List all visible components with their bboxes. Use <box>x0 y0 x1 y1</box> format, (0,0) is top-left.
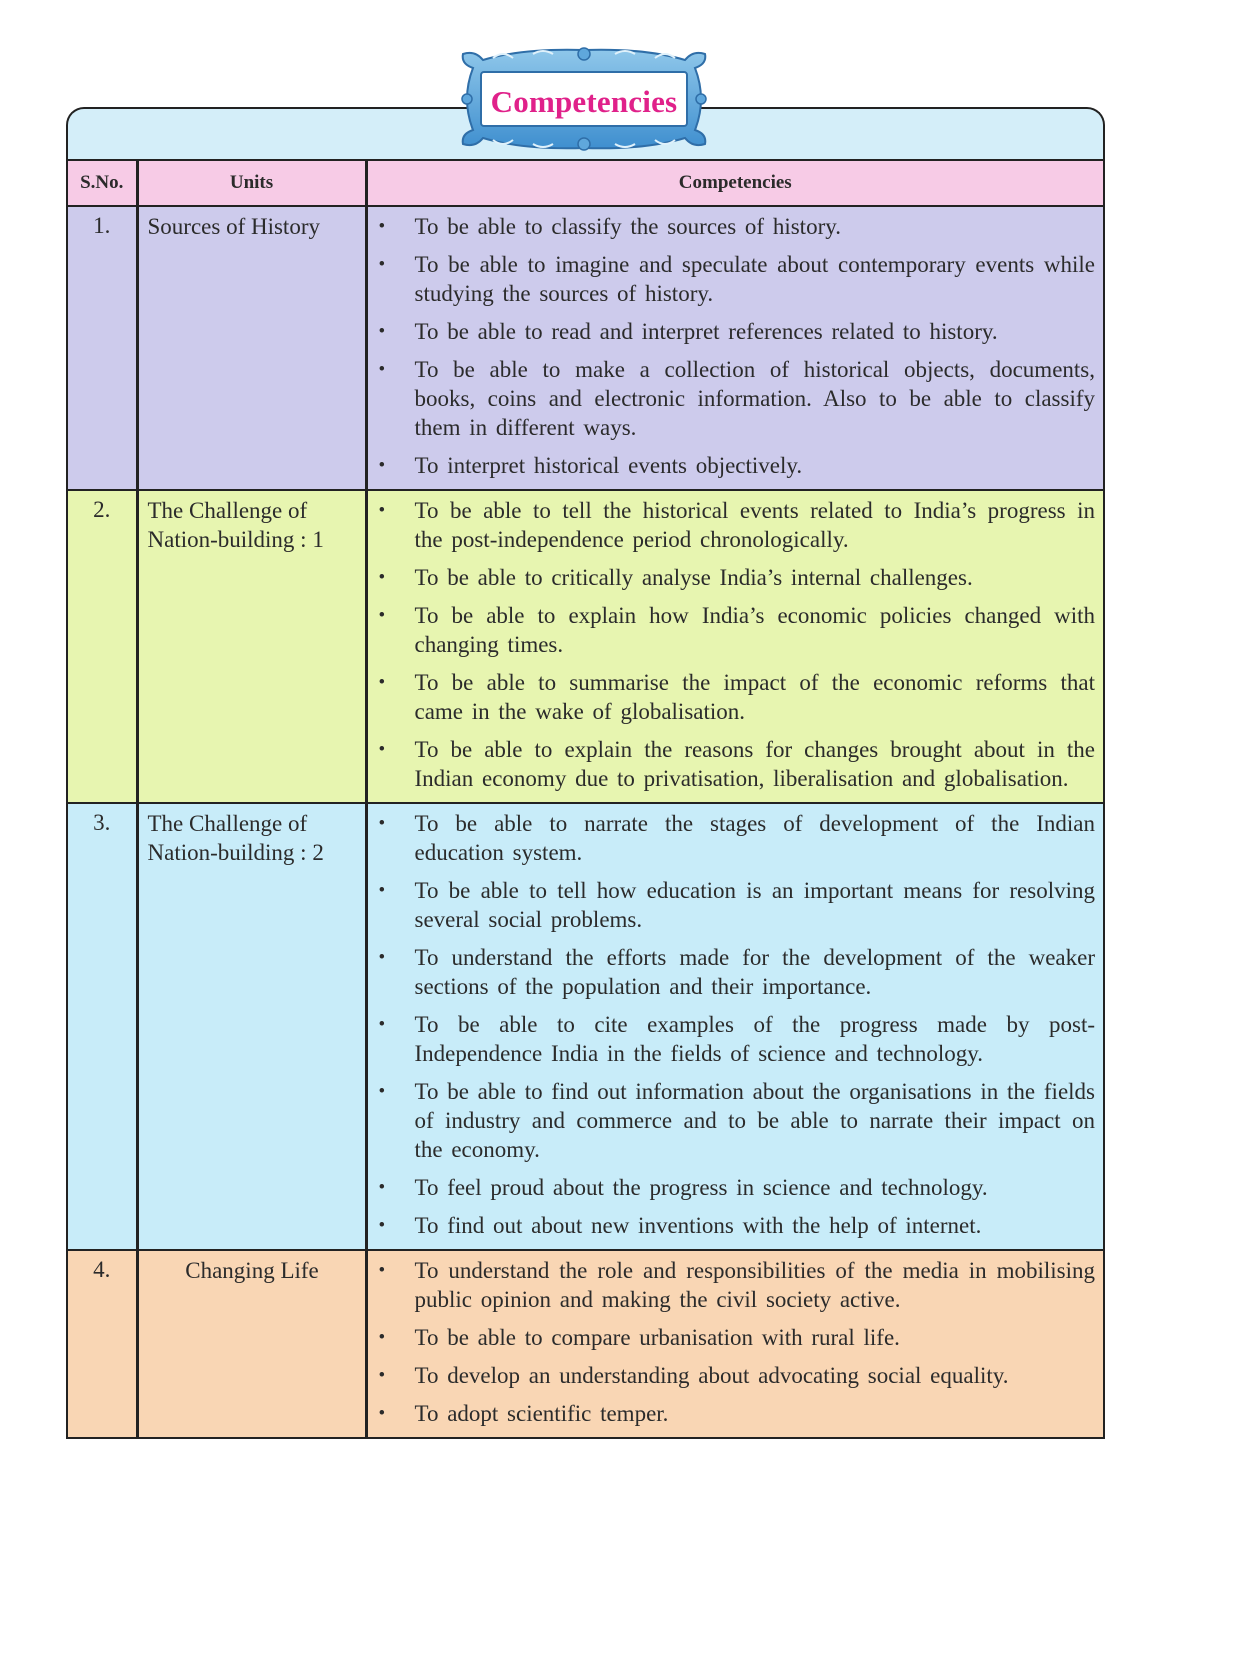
row-competencies <box>366 206 1104 490</box>
table-row <box>67 803 1104 1250</box>
list-item <box>368 496 1096 554</box>
row-unit-name: The Challenge of Nation-building : 2 <box>137 803 366 1250</box>
competency-list <box>368 804 1104 1249</box>
list-item <box>368 601 1096 659</box>
competency-text: To be able to critically analyse India’s internal challenges. <box>414 565 973 590</box>
competency-text: To be able to find out information about the organisations in the fields of industry and commerce and to be able to narrate their impact on the economy. <box>414 1079 1095 1162</box>
bullet-icon: • <box>378 947 386 968</box>
competency-list <box>368 207 1104 489</box>
header-units: Units <box>137 160 366 207</box>
list-item <box>368 1256 1096 1314</box>
row-serial-number: 3. <box>67 803 137 1250</box>
competency-text: To adopt scientific temper. <box>414 1401 669 1426</box>
competency-text: To be able to narrate the stages of development of the Indian education system. <box>414 811 1095 865</box>
competency-text: To be able to cite examples of the progress made by post-Independence India in the fields of science and technology. <box>414 1012 1095 1066</box>
bullet-icon: • <box>378 359 386 380</box>
competency-text: To be able to classify the sources of history. <box>414 214 841 239</box>
competency-text: To be able to summarise the impact of the economic reforms that came in the wake of globalisation. <box>414 670 1095 724</box>
list-item <box>368 1077 1096 1164</box>
list-item <box>368 1211 1096 1240</box>
list-item <box>368 1323 1096 1352</box>
competency-text: To understand the role and responsibilities of the media in mobilising public opinion and making the civil society active. <box>414 1258 1095 1312</box>
bullet-icon: • <box>378 1014 386 1035</box>
row-serial-number: 2. <box>67 490 137 803</box>
list-item <box>368 250 1096 308</box>
bullet-icon: • <box>378 739 386 760</box>
row-serial-number: 4. <box>67 1250 137 1438</box>
page-title: Competencies <box>490 84 678 119</box>
list-item <box>368 1361 1096 1390</box>
competency-text: To be able to explain how India’s economic policies changed with changing times. <box>414 603 1095 657</box>
row-competencies <box>366 490 1104 803</box>
bullet-icon: • <box>378 1403 386 1424</box>
list-item <box>368 563 1096 592</box>
competency-text: To be able to explain the reasons for changes brought about in the Indian economy due to privatisation, liberalisation and globalisation. <box>414 737 1095 791</box>
list-item <box>368 668 1096 726</box>
bullet-icon: • <box>378 216 386 237</box>
competency-text: To be able to read and interpret references related to history. <box>414 319 998 344</box>
row-serial-number: 1. <box>67 206 137 490</box>
list-item <box>368 355 1096 442</box>
competency-list <box>368 491 1104 802</box>
header-sno: S.No. <box>67 160 137 207</box>
table-row <box>67 1250 1104 1438</box>
competency-text: To be able to make a collection of historical objects, documents, books, coins and electronic information. Also to be able to classify them in different ways. <box>414 357 1095 440</box>
bullet-icon: • <box>378 500 386 521</box>
list-item <box>368 1173 1096 1202</box>
list-item <box>368 809 1096 867</box>
table-row <box>67 490 1104 803</box>
competency-text: To be able to imagine and speculate about contemporary events while studying the sources of history. <box>414 252 1095 306</box>
row-competencies <box>366 803 1104 1250</box>
bullet-icon: • <box>378 605 386 626</box>
competency-text: To interpret historical events objectively. <box>414 453 803 478</box>
competency-text: To be able to tell how education is an important means for resolving several social problems. <box>414 878 1095 932</box>
table-row <box>67 206 1104 490</box>
bullet-icon: • <box>378 880 386 901</box>
bullet-icon: • <box>378 254 386 275</box>
title-header <box>66 40 1103 158</box>
competency-text: To be able to tell the historical events related to India’s progress in the post-independence period chronologically. <box>414 498 1095 552</box>
list-item <box>368 1399 1096 1428</box>
competency-text: To feel proud about the progress in science and technology. <box>414 1175 988 1200</box>
list-item <box>368 212 1096 241</box>
bullet-icon: • <box>378 567 386 588</box>
bullet-icon: • <box>378 1081 386 1102</box>
row-unit-name: Sources of History <box>137 206 366 490</box>
bullet-icon: • <box>378 455 386 476</box>
bullet-icon: • <box>378 1177 386 1198</box>
bullet-icon: • <box>378 1260 386 1281</box>
competencies-table <box>66 158 1105 1439</box>
list-item <box>368 735 1096 793</box>
list-item <box>368 451 1096 480</box>
row-unit-name: The Challenge of Nation-building : 1 <box>137 490 366 803</box>
bullet-icon: • <box>378 1327 386 1348</box>
competency-text: To develop an understanding about advocating social equality. <box>414 1363 1009 1388</box>
title-badge <box>453 46 715 152</box>
bullet-icon: • <box>378 813 386 834</box>
header-competencies: Competencies <box>366 160 1104 207</box>
bullet-icon: • <box>378 672 386 693</box>
list-item <box>368 317 1096 346</box>
competency-list <box>368 1251 1104 1437</box>
competencies-page <box>66 40 1103 1439</box>
list-item <box>368 876 1096 934</box>
row-competencies <box>366 1250 1104 1438</box>
bullet-icon: • <box>378 1365 386 1386</box>
competency-text: To find out about new inventions with the help of internet. <box>414 1213 982 1238</box>
bullet-icon: • <box>378 321 386 342</box>
list-item <box>368 943 1096 1001</box>
row-unit-name: Changing Life <box>137 1250 366 1438</box>
competency-text: To understand the efforts made for the development of the weaker sections of the population and their importance. <box>414 945 1095 999</box>
competency-text: To be able to compare urbanisation with rural life. <box>414 1325 900 1350</box>
bullet-icon: • <box>378 1215 386 1236</box>
table-header-row <box>67 160 1104 207</box>
list-item <box>368 1010 1096 1068</box>
